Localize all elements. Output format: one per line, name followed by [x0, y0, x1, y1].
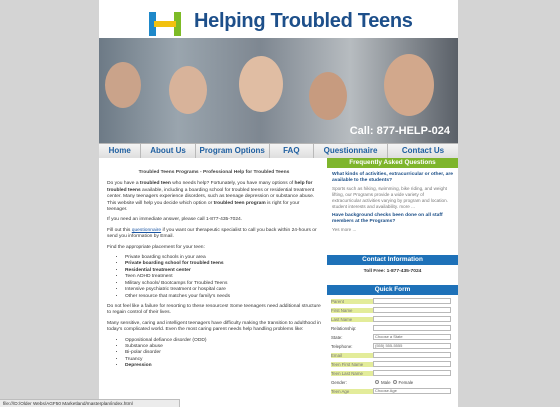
brand-title: Helping Troubled Teens: [194, 10, 413, 32]
hero-banner: [99, 38, 458, 143]
contact-header: Contact Information: [327, 255, 458, 265]
field-label: Teen Last Name: [331, 371, 373, 376]
text: Fill out this: [107, 227, 132, 233]
list-item: • Private boarding schools in your area: [125, 255, 321, 261]
logo-icon: [149, 12, 181, 36]
transition-paragraph: Many sensitive, caring and intelligent teenagers have difficulty making the transition to adulthood in today's complicated world. Even the most caring parent needs help handling problems like:: [107, 320, 321, 333]
form-row: [331, 333, 454, 341]
faq-answer: Sports such as hiking, swimming, bike riding, and weight lifting, our Programs provide a wide variety of extracurricular activities varying by program and location. student interests and availability. more ...: [332, 186, 448, 209]
field-label: Teen First Name: [331, 362, 373, 367]
form-row: [331, 306, 454, 314]
list-item: • Truancy: [125, 357, 321, 363]
hero-photo: [309, 72, 347, 120]
field-label: Teen Age: [331, 389, 373, 394]
page: [99, 0, 458, 407]
field-label: Gender:: [331, 379, 347, 385]
field-label: Telephone:: [331, 343, 353, 349]
teen-last-name-field[interactable]: [373, 370, 451, 376]
failure-paragraph: Do not feel like a failure for resorting to these resources! Some teenagers need additional structure to regain control of their lives.: [107, 303, 321, 316]
form-row: [331, 297, 454, 305]
bold-text: help for troubled teens: [107, 181, 313, 193]
status-bar: file:///D:/Older Webs/AGF50 Marketland/masterplan/index.html: [0, 399, 180, 407]
hero-photo: [169, 66, 207, 114]
nav-about-us[interactable]: About Us: [141, 144, 195, 158]
first-name-field[interactable]: [373, 307, 451, 313]
quick-form: [327, 295, 458, 398]
hero-photo: [384, 54, 434, 116]
intro-paragraph: [107, 181, 321, 213]
teen-first-name-field[interactable]: [373, 361, 451, 367]
article-heading: Troubled Teens Programs - Professional Help for Troubled Teens: [138, 170, 290, 175]
problems-list: [107, 338, 321, 370]
article: [107, 170, 321, 374]
hero-photo: [239, 56, 283, 112]
nav-faq[interactable]: FAQ: [270, 144, 314, 158]
form-row: [331, 369, 454, 377]
male-radio[interactable]: [375, 380, 379, 384]
field-label: Email: [331, 353, 373, 358]
questionnaire-link[interactable]: questionnaire: [131, 227, 162, 233]
female-label: Female: [398, 379, 414, 385]
hero-photo: [105, 62, 141, 108]
last-name-field[interactable]: [373, 316, 451, 322]
text: if you want our therapeutic specialist to call you back within 24-hours or send you information by Email.: [107, 227, 317, 240]
questionnaire-paragraph: [107, 228, 321, 241]
quick-form-header: Quick Form: [327, 285, 458, 295]
faq-question[interactable]: What kinds of activities, extracurricular or other, are available to the students?: [332, 172, 453, 183]
main-content: [99, 158, 327, 407]
list-item: [125, 363, 321, 369]
sidebar: [327, 158, 458, 407]
nav-questionnaire[interactable]: Questionnaire: [314, 144, 388, 158]
teen-age-select[interactable]: Choose Age: [373, 388, 451, 394]
form-row: [331, 378, 454, 386]
nav-program-options[interactable]: Program Options: [196, 144, 270, 158]
text: available, including a boarding school for troubled teens or residential treatment center. Many teenagers experience disorders, such as teenage depression or substance abuse. This website will help you decide which option or: [107, 187, 315, 206]
form-row: [331, 360, 454, 368]
faq-answer: Yes more ...: [332, 227, 357, 232]
text: who needs help? Fortunately, you have many options of: [170, 181, 295, 187]
parent-field[interactable]: [373, 298, 451, 304]
field-label: Relationship:: [331, 325, 357, 331]
bold-text: Private boarding school for troubled teens: [125, 261, 224, 267]
list-item: • Military schools/ Bootcamps for Troubled Teens: [125, 281, 321, 287]
nav-home[interactable]: Home: [99, 144, 141, 158]
toll-free-number: Toll Free: 1-877-435-7024: [363, 269, 422, 274]
field-label: Parent: [331, 299, 373, 304]
relationship-field[interactable]: [373, 325, 451, 331]
list-item: • Teen ADHD treatment: [125, 274, 321, 280]
telephone-field[interactable]: (555) 555-5555: [373, 343, 451, 349]
faq-header: Frequently Asked Questions: [327, 158, 458, 168]
faq-question[interactable]: Have background checks been done on all staff members at the Programs?: [332, 213, 443, 224]
text: is right for your teenager.: [107, 200, 300, 213]
field-label: First Name: [331, 308, 373, 313]
text: Do you have a: [107, 181, 140, 187]
field-label: State:: [331, 334, 343, 340]
male-label: Male: [381, 379, 391, 385]
faq-panel: [327, 168, 458, 255]
header: [99, 0, 458, 143]
bold-text: Residential treatment center: [125, 267, 191, 273]
list-item: • Substance abuse: [125, 344, 321, 350]
list-item: • Bi-polar disorder: [125, 350, 321, 356]
form-row: [331, 387, 454, 395]
placement-intro: Find the appropriate placement for your teen:: [107, 244, 205, 250]
phone-banner: Call: 877-HELP-024: [349, 125, 450, 137]
form-row: [331, 315, 454, 323]
nav-contact-us[interactable]: Contact Us: [401, 146, 445, 155]
call-paragraph: If you need an immediate answer, please call 1-877-435-7024.: [107, 217, 243, 223]
bold-text: troubled teen program: [213, 200, 266, 206]
form-row: [331, 351, 454, 359]
list-item: • Intensive psychiatric treatment or hospital care: [125, 287, 321, 293]
form-row: [331, 324, 454, 332]
bold-text: Depression: [125, 363, 152, 369]
bold-text: troubled teen: [139, 181, 171, 187]
state-select[interactable]: Choose a State: [373, 334, 451, 340]
placement-list: [107, 255, 321, 300]
female-radio[interactable]: [393, 380, 397, 384]
form-row: [331, 342, 454, 350]
list-item: • Oppositional defiance disorder (ODD): [125, 338, 321, 344]
email-field[interactable]: [373, 352, 451, 358]
list-item: • Other resource that matches your family's needs: [125, 294, 321, 300]
main-nav: [99, 143, 458, 159]
field-label: Last Name: [331, 317, 373, 322]
